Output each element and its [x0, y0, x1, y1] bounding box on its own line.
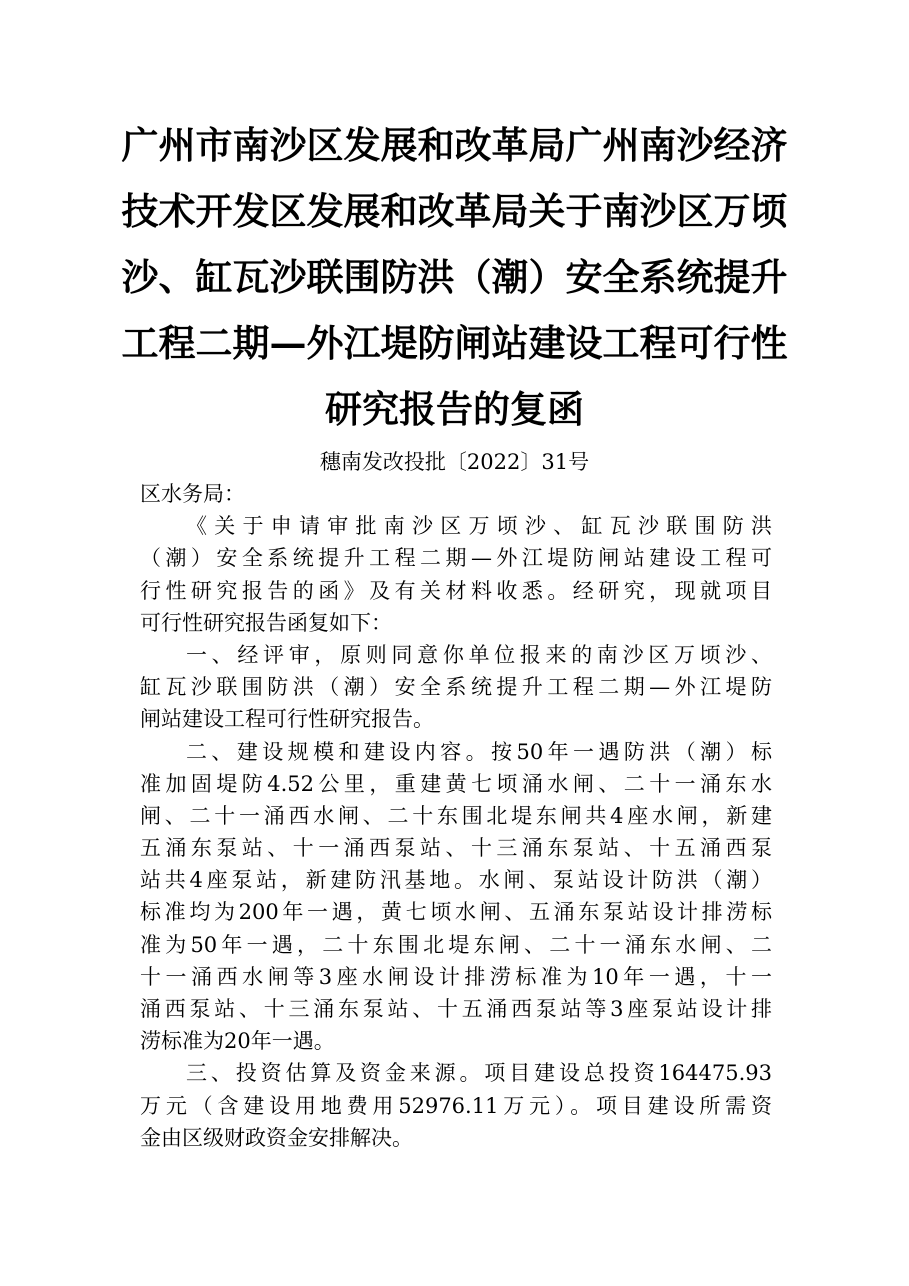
paragraph-line: 涌西泵站、十三涌东泵站、十五涌西泵站等3座泵站设计排 — [140, 997, 772, 1021]
paragraph-line: 缸瓦沙联围防洪（潮）安全系统提升工程二期—外江堤防 — [140, 675, 772, 700]
document-title — [100, 112, 809, 442]
paragraph-line: 闸、二十一涌西水闸、二十东围北堤东闸共4座水闸，新建 — [140, 803, 772, 828]
addressee: 区水务局： — [140, 482, 245, 506]
paragraph-investment — [140, 1057, 772, 1154]
paragraph-line: 金由区级财政资金安排解决。 — [140, 1125, 413, 1150]
document-body — [140, 478, 772, 1154]
paragraph-approval — [140, 639, 772, 736]
paragraph-line: 行性研究报告的函》及有关材料收悉。经研究，现就项目 — [140, 578, 772, 603]
document-number: 穗南发改投批〔2022〕31号 — [319, 450, 590, 474]
title-line: 广州市南沙区发展和改革局广州南沙经济 — [121, 123, 788, 167]
title-line: 工程二期—外江堤防闸站建设工程可行性 — [121, 321, 788, 365]
paragraph-line: 准为50年一遇，二十东围北堤东闸、二十一涌东水闸、二 — [140, 932, 772, 957]
paragraph-line: 一、经评审，原则同意你单位报来的南沙区万顷沙、 — [186, 642, 772, 667]
paragraph-line: 二、建设规模和建设内容。按50年一遇防洪（潮）标 — [186, 739, 772, 764]
paragraph-line: 标准均为200年一遇，黄七顷水闸、五涌东泵站设计排涝标 — [140, 900, 772, 925]
paragraph-line: 五涌东泵站、十一涌西泵站、十三涌东泵站、十五涌西泵 — [140, 836, 772, 861]
paragraph-line: 涝标准为20年一遇。 — [140, 1029, 335, 1054]
paragraph-line: （潮）安全系统提升工程二期—外江堤防闸站建设工程可 — [140, 546, 772, 571]
title-line: 研究报告的复函 — [325, 387, 584, 431]
paragraph-scope — [140, 736, 772, 1058]
paragraph-line: 三、投资估算及资金来源。项目建设总投资164475.93 — [186, 1061, 772, 1086]
paragraph-line: 闸站建设工程可行性研究报告。 — [140, 707, 434, 732]
paragraph-intro — [140, 510, 772, 639]
title-line: 沙、缸瓦沙联围防洪（潮）安全系统提升 — [121, 255, 788, 299]
paragraph-line: 《关于申请审批南沙区万顷沙、缸瓦沙联围防洪 — [186, 514, 772, 539]
paragraph-line: 准加固堤防4.52公里，重建黄七顷涌水闸、二十一涌东水 — [140, 771, 772, 796]
paragraph-line: 站共4座泵站，新建防汛基地。水闸、泵站设计防洪（潮） — [140, 868, 772, 893]
paragraph-line: 十一涌西水闸等3座水闸设计排涝标准为10年一遇，十一 — [140, 964, 772, 989]
paragraph-line: 万元（含建设用地费用52976.11万元）。项目建设所需资 — [140, 1093, 772, 1118]
paragraph-line: 可行性研究报告函复如下： — [140, 610, 392, 635]
title-line: 技术开发区发展和改革局关于南沙区万顷 — [121, 189, 788, 233]
